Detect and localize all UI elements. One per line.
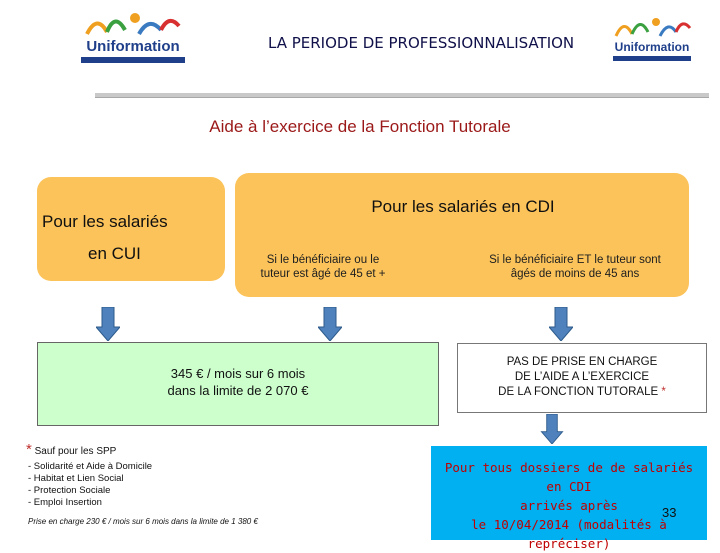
footnote-heading (26, 441, 116, 458)
aid-line1: 345 € / mois sur 6 mois (170, 366, 306, 381)
logo-swoosh-icon (610, 12, 694, 42)
cui-label-line1: Pour les salariés (42, 212, 168, 231)
logo-band (613, 56, 691, 61)
down-arrow-icon (96, 307, 120, 341)
aid-line2: dans la limite de 2 070 € (167, 383, 309, 398)
subtitle: Aide à l’exercice de la Fonction Tutorale (209, 117, 511, 136)
cond2-line1: Si le bénéficiaire ET le tuteur sont (489, 254, 661, 266)
aid-amount-box (37, 342, 439, 426)
cdi-condition-45-plus (238, 253, 408, 281)
cdi-condition-under-45 (465, 253, 685, 281)
blue-line3: arrivés après (520, 498, 618, 513)
uniformation-logo-left (77, 8, 189, 64)
cdi-title: Pour les salariés en CDI (371, 197, 555, 216)
logo-text: Uniformation (86, 38, 180, 55)
aid-amount-text (38, 365, 438, 399)
no-pec-line2: DE L’AIDE A L’EXERCICE (514, 371, 650, 383)
logo-swoosh-icon (77, 8, 189, 40)
logo-band (81, 57, 185, 63)
down-arrow-icon (540, 414, 564, 444)
footnote-item: - Solidarité et Aide à Domicile (28, 461, 153, 472)
cond2-line2: âgés de moins de 45 ans (510, 268, 640, 280)
no-funding-text (458, 355, 706, 400)
blue-line1: Pour tous dossiers de de salariés (444, 460, 694, 475)
footnote-bottom: Prise en charge 230 € / mois sur 6 mois dans la limite de 1 380 € (28, 517, 258, 526)
header-divider (95, 93, 709, 98)
down-arrow-icon (318, 307, 342, 341)
cdi-after-date-box (431, 446, 707, 551)
footnote-item: - Emploi Insertion (28, 497, 102, 508)
page-number: 33 (662, 505, 677, 520)
cond1-line1: Si le bénéficiaire ou le (266, 254, 380, 266)
no-funding-box (457, 343, 707, 413)
no-pec-line3: DE LA FONCTION TUTORALE (498, 386, 659, 398)
no-pec-line1: PAS DE PRISE EN CHARGE (506, 356, 658, 368)
asterisk: * (661, 386, 666, 398)
footnote-item: - Protection Sociale (28, 485, 111, 496)
uniformation-logo-right (610, 12, 694, 68)
footnote-star: * (26, 441, 32, 458)
footnote-heading-text: Sauf pour les SPP (34, 446, 117, 457)
cui-label-line2: en CUI (88, 244, 141, 263)
logo-text: Uniformation (614, 40, 690, 54)
down-arrow-icon (549, 307, 573, 341)
footnote-item: - Habitat et Lien Social (28, 473, 124, 484)
page-title: LA PERIODE DE PROFESSIONNALISATION (268, 34, 575, 52)
cond1-line2: tuteur est âgé de 45 et + (260, 268, 386, 280)
blue-line4: le 10/04/2014 (modalités à repréciser) (471, 517, 667, 551)
blue-line2: en CDI (546, 479, 592, 494)
